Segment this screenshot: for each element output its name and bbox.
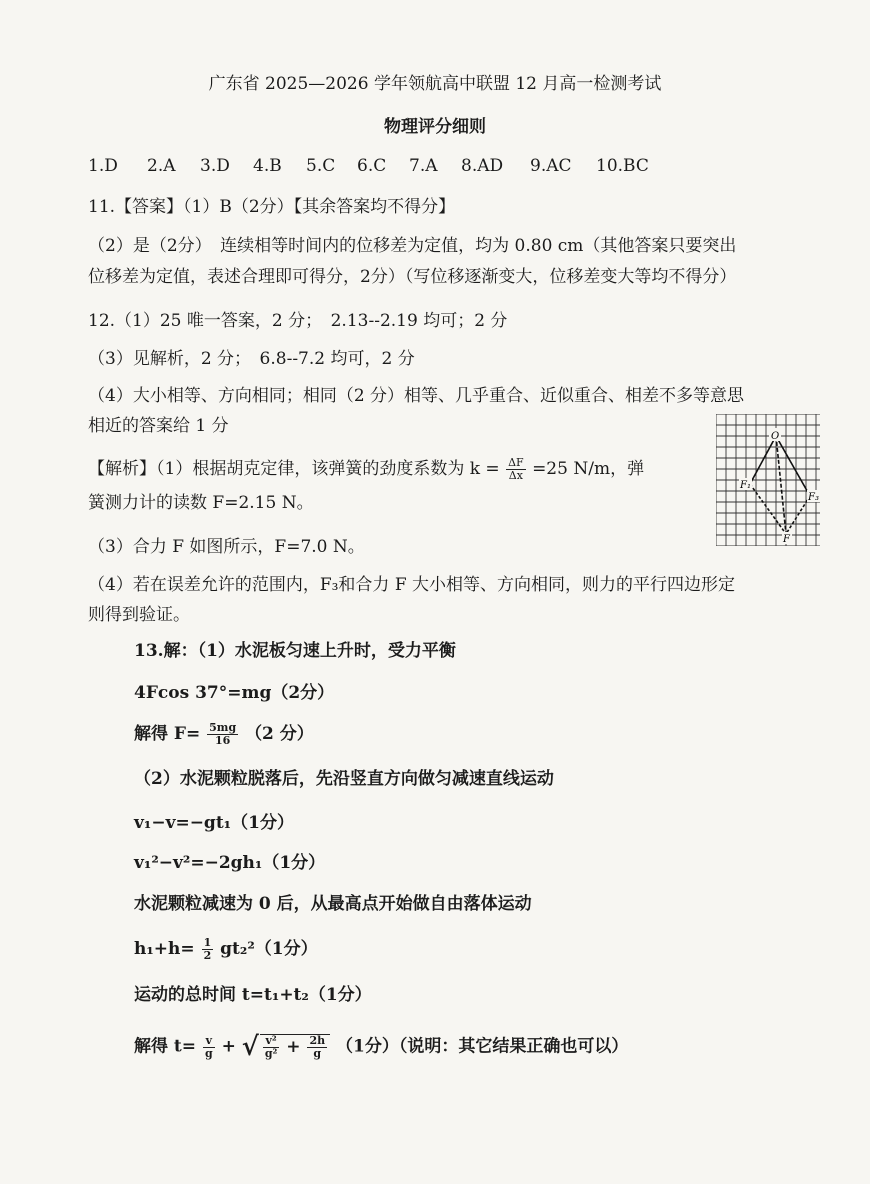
analysis1-text-b: =25 N/m，弹 — [532, 459, 645, 479]
answer-7: 7.A — [409, 156, 438, 176]
origin-label: O — [771, 431, 780, 442]
parallel-edge-1 — [750, 484, 786, 534]
fraction-numerator: ΔF — [508, 456, 524, 469]
fraction-denominator: g — [313, 1047, 322, 1060]
q11-line3: 位移差为定值，表述合理即可得分，2分）（写位移逐渐变大，位移差变大等均不得分） — [88, 267, 737, 287]
answer-8: 8.AD — [461, 156, 504, 176]
q13-line6: v₁²−v²=−2gh₁（1分） — [134, 853, 326, 873]
page-title: 广东省 2025—2026 学年领航高中联盟 12 月高一检测考试 — [208, 74, 662, 94]
answer-6: 6.C — [357, 156, 387, 176]
q11-line2: （2）是（2分） 连续相等时间内的位移差为定值，均为 0.80 cm（其他答案只要突出 — [88, 236, 737, 256]
fraction-numerator: 5mg — [209, 721, 237, 734]
fraction-numerator: 1 — [203, 936, 212, 949]
q13-line3 — [134, 722, 314, 747]
answer-2: 2.A — [147, 156, 176, 176]
answer-9: 9.AC — [530, 156, 572, 176]
q12-line4: 相近的答案给 1 分 — [88, 416, 229, 436]
q11-line1: 11.【答案】（1）B（2分）【其余答案均不得分】 — [88, 197, 456, 217]
answer-4: 4.B — [253, 156, 282, 176]
plus-sign: + — [286, 1037, 301, 1057]
answer-3: 3.D — [200, 156, 230, 176]
answer-10: 10.BC — [596, 156, 649, 176]
q13-line3-text-a: 解得 F= — [134, 724, 201, 744]
q13-line5: v₁−v=−gt₁（1分） — [134, 813, 294, 833]
v-over-g-fraction — [203, 1035, 215, 1060]
sqrt-icon: √ — [241, 1032, 259, 1062]
page-subtitle: 物理评分细则 — [384, 117, 486, 137]
fraction-denominator: 16 — [214, 734, 231, 747]
q12-analysis-4: （4）若在误差允许的范围内，F₃和合力 F 大小相等、方向相同，则力的平行四边形定 — [88, 575, 736, 595]
sqrt-expression — [260, 1034, 330, 1060]
fraction-denominator: g — [204, 1046, 213, 1060]
fraction-denominator: g² — [264, 1047, 278, 1060]
force-vectors — [750, 436, 810, 534]
analysis1-text-a: 【解析】（1）根据胡克定律，该弹簧的劲度系数为 k = — [88, 459, 500, 479]
q13-line10-text-b: （1分）（说明：其它结果正确也可以） — [336, 1036, 629, 1057]
fraction-denominator: Δx — [508, 469, 523, 482]
q13-line3-text-b: （2 分） — [245, 724, 314, 744]
plus-sign: + — [221, 1036, 236, 1057]
q12-line1: 12.（1）25 唯一答案，2 分； 2.13--2.19 均可；2 分 — [88, 311, 508, 331]
fraction-numerator: 2h — [309, 1034, 326, 1047]
q13-line8-text-a: h₁+h= — [134, 939, 195, 959]
q12-analysis-3: （3）合力 F 如图所示，F=7.0 N。 — [88, 537, 365, 557]
stiffness-fraction — [506, 457, 526, 482]
grid — [716, 414, 820, 546]
fraction-numerator: v — [203, 1035, 215, 1048]
force-fraction — [207, 722, 238, 747]
q13-line9: 运动的总时间 t=t₁+t₂（1分） — [134, 985, 372, 1005]
q13-line4: （2）水泥颗粒脱落后，先沿竖直方向做匀减速直线运动 — [134, 769, 554, 789]
f1-vector — [750, 436, 776, 484]
v2-over-g2-fraction — [263, 1035, 280, 1060]
answer-1: 1.D — [88, 156, 118, 176]
q12-line3: （4）大小相等、方向相同；相同（2 分）相等、几乎重合、近似重合、相差不多等意思 — [88, 386, 745, 406]
q13-line7: 水泥颗粒减速为 0 后，从最高点开始做自由落体运动 — [134, 894, 532, 914]
f3-label: F₃ — [808, 492, 819, 503]
q13-line10-text-a: 解得 t= — [134, 1036, 197, 1057]
q13-line2: 4Fcos 37°=mg（2分） — [134, 683, 335, 703]
q12-analysis-2: 簧测力计的读数 F=2.15 N。 — [88, 493, 314, 513]
q13-line8 — [134, 937, 318, 962]
fraction-denominator: 2 — [203, 949, 212, 962]
f-label: F — [783, 534, 790, 545]
answer-5: 5.C — [306, 156, 336, 176]
q12-line2: （3）见解析，2 分； 6.8--7.2 均可，2 分 — [88, 349, 415, 369]
q12-analysis-1 — [88, 457, 644, 482]
q13-line8-text-b: gt₂²（1分） — [220, 939, 318, 959]
force-parallelogram-diagram — [716, 414, 820, 546]
half-fraction — [202, 937, 214, 962]
q12-analysis-5: 则得到验证。 — [88, 605, 190, 625]
fraction-numerator: v² — [263, 1035, 280, 1048]
q13-line1: 13.解：（1）水泥板匀速上升时，受力平衡 — [134, 641, 456, 661]
2h-over-g-fraction — [307, 1035, 327, 1060]
q13-line10 — [134, 1034, 628, 1060]
f1-label: F₁ — [740, 480, 751, 491]
